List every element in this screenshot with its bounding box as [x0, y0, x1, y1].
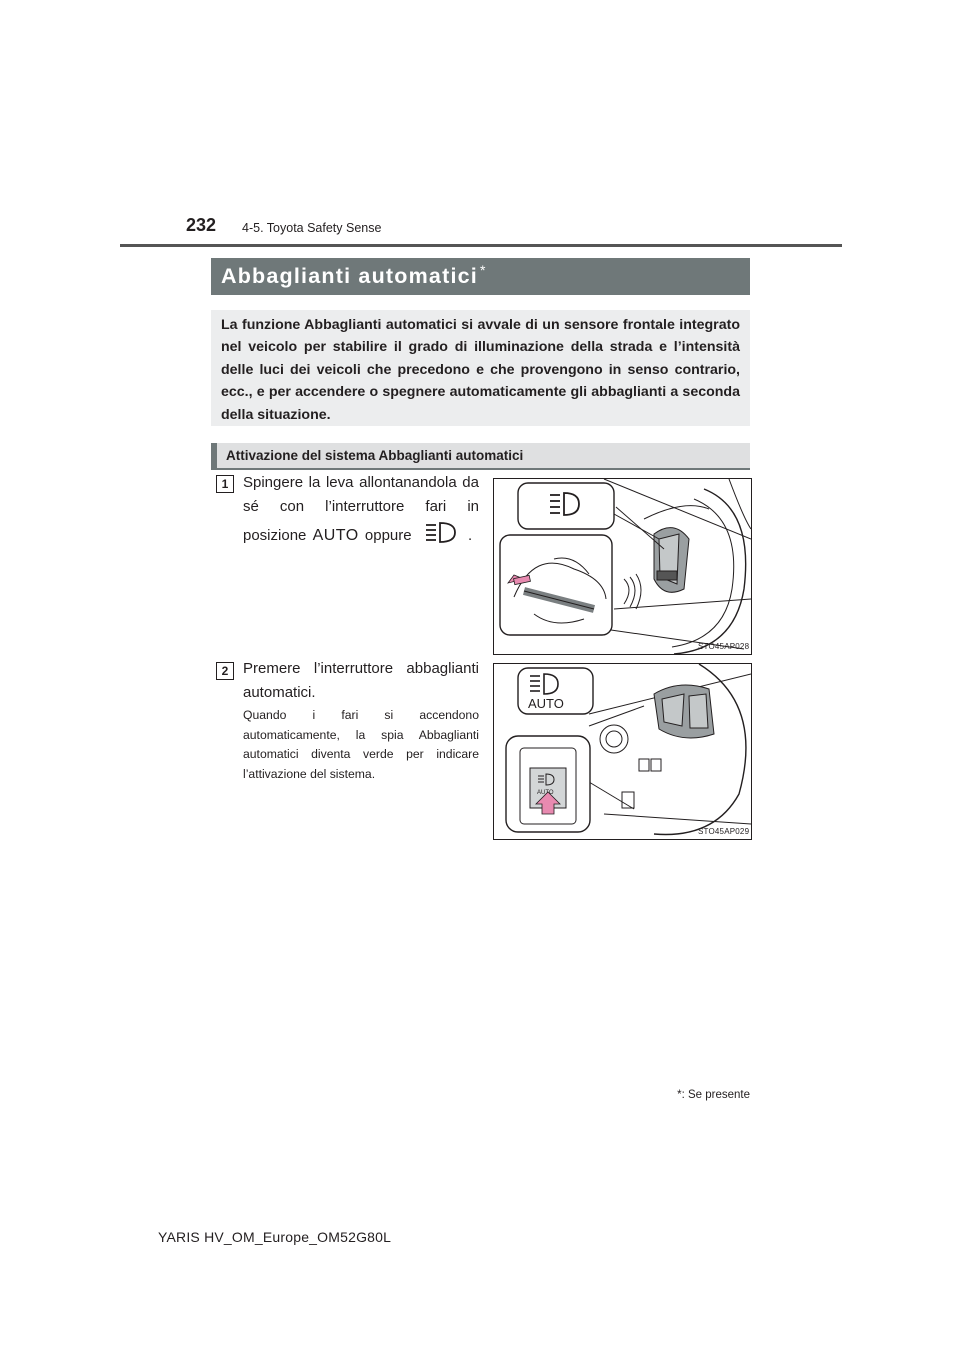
section-title: 4-5. Toyota Safety Sense	[242, 221, 382, 235]
figure-switch-illustration	[494, 664, 751, 839]
high-beam-icon	[424, 521, 458, 551]
step-number-1: 1	[216, 475, 234, 493]
auto-label-callout: AUTO	[528, 696, 564, 711]
step-number-2: 2	[216, 662, 234, 680]
footnote-text: : Se presente	[681, 1089, 750, 1101]
auto-label-switch: AUTO	[537, 790, 554, 796]
step-1-pos: posizione	[243, 526, 307, 544]
subsection-header	[211, 443, 750, 470]
step-1-line1: Spingere la leva allontanandola da sé con l’interruttore fari in	[243, 474, 479, 515]
figure-lever-illustration	[494, 479, 751, 654]
figure-switch	[493, 663, 752, 840]
figure-code-1: STO45AP028	[698, 642, 750, 651]
subsection-title: Attivazione del sistema Abbaglianti automatici	[226, 448, 524, 463]
footnote-star: *	[677, 1089, 682, 1101]
figure-lever	[493, 478, 752, 655]
subsection-accent	[211, 443, 217, 468]
optional-star: *	[479, 262, 487, 278]
page-number: 232	[186, 215, 217, 235]
footnote	[620, 1089, 750, 1101]
intro-text: La funzione Abbaglianti automatici si avvale di un sensore frontale integrato nel veicolo per stabilire il grado di illuminazione della strada e l’intensità delle luci dei veicoli che precedono e che provengono in senso contrario, ecc., e per accendere o spegnere automaticamente gli abbaglianti a seconda della situazione.	[221, 317, 740, 423]
title-bar	[211, 258, 750, 295]
step-1-or: oppure	[364, 526, 412, 544]
header-divider	[120, 244, 842, 247]
intro-box	[211, 310, 750, 426]
page-title-text: Abbaglianti automatici	[221, 264, 478, 288]
page-title	[221, 264, 487, 289]
auto-label-inline: AUTO	[312, 527, 359, 544]
figure-code-2: STO45AP029	[698, 827, 750, 836]
step-1-text	[243, 471, 479, 551]
step-1-line2	[243, 521, 479, 551]
footer-docid: YARIS HV_OM_Europe_OM52G80L	[158, 1229, 392, 1245]
step-2-text: Premere l’interruttore abbaglianti automatici.	[243, 660, 479, 701]
step-1-end: .	[467, 526, 473, 544]
step-2-note: Quando i fari si accendono automaticamente, la spia Abbaglianti automatici diventa verde per indicare l’attivazione del sistema.	[243, 708, 479, 781]
